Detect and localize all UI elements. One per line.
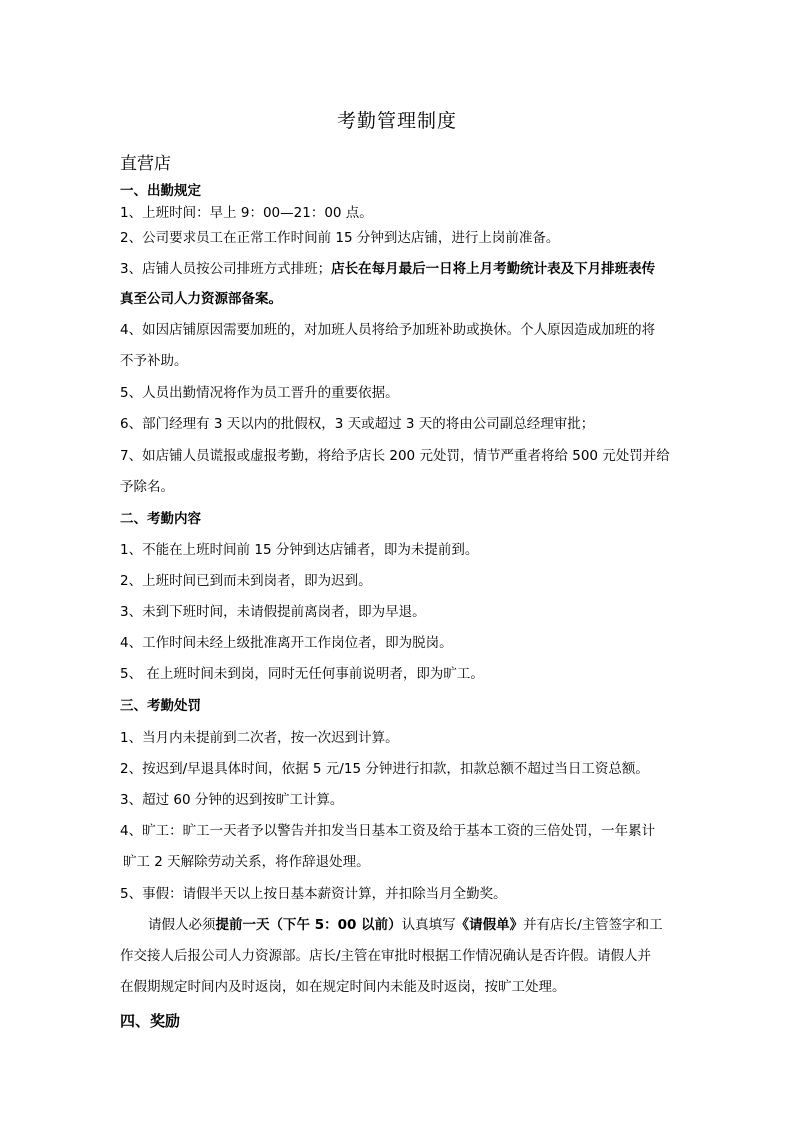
paragraph-line: 1、不能在上班时间前 15 分钟到达店铺者，即为未提前到。 [120, 542, 479, 558]
paragraph-line: 4、工作时间未经上级批准离开工作岗位者，即为脱岗。 [120, 635, 453, 651]
store-heading: 直营店 [120, 154, 171, 174]
paragraph-line: 2、上班时间已到而未到岗者，即为迟到。 [120, 573, 372, 589]
text-run: 认真填写 [401, 917, 456, 933]
paragraph-line: 3、超过 60 分钟的迟到按旷工计算。 [120, 792, 344, 808]
paragraph-line: 5、事假：请假半天以上按日基本薪资计算，并扣除当月全勤奖。 [120, 886, 507, 902]
paragraph-line: 4、如因店铺原因需要加班的，对加班人员将给予加班补助或换休。个人原因造成加班的将 [120, 322, 656, 338]
text-run: 请假人必须 [148, 917, 216, 933]
paragraph-line: 予除名。 [120, 479, 174, 495]
bold-text-run: 提前一天（下午 5：00 以前） [215, 917, 402, 933]
text-run: 3、店铺人员按公司排班方式排班； [120, 261, 332, 277]
paragraph-line [148, 916, 708, 934]
paragraph-line: 6、部门经理有 3 天以内的批假权，3 天或超过 3 天的将由公司副总经理审批； [120, 416, 595, 432]
paragraph-line: 真至公司人力资源部备案。 [120, 291, 282, 307]
paragraph-line: 旷工 2 天解除劳动关系，将作辞退处理。 [123, 854, 370, 870]
paragraph-line: 7、如店铺人员谎报或虚报考勤，将给予店长 200 元处罚，情节严重者将给 500 元处罚并给 [120, 448, 670, 464]
page-title: 考勤管理制度 [336, 110, 457, 132]
paragraph-line: 2、按迟到/早退具体时间，依据 5 元/15 分钟进行扣款，扣款总额不超过当日工资总额。 [120, 761, 649, 777]
paragraph-line: 在假期规定时间内及时返岗，如在规定时间内未能及时返岗，按旷工处理。 [120, 979, 566, 995]
paragraph-line: 5、 在上班时间未到岗，同时无任何事前说明者，即为旷工。 [120, 666, 484, 682]
bold-text-run: 店长在每月最后一日将上月考勤统计表及下月排班表传 [331, 261, 656, 277]
paragraph-line: 3、未到下班时间，未请假提前离岗者，即为早退。 [120, 604, 426, 620]
paragraph-line: 2、公司要求员工在正常工作时间前 15 分钟到达店铺，进行上岗前准备。 [120, 230, 560, 246]
section-heading: 二、考勤内容 [120, 511, 201, 527]
section-heading: 三、考勤处罚 [120, 698, 201, 714]
paragraph-line: 5、人员出勤情况将作为员工晋升的重要依据。 [120, 385, 399, 401]
paragraph-line: 4、旷工：旷工一天者予以警告并扣发当日基本工资及给于基本工资的三倍处罚，一年累计 [120, 823, 656, 839]
text-run: 并有店长/主管签字和工 [523, 917, 663, 933]
paragraph-line: 不予补助。 [120, 353, 188, 369]
section-heading: 四、奖励 [120, 1012, 181, 1030]
bold-text-run: 《请假单》 [455, 917, 524, 933]
paragraph-line: 1、当月内未提前到二次者，按一次迟到计算。 [120, 730, 399, 746]
paragraph-line: 作交接人后报公司人力资源部。店长/主管在审批时根据工作情况确认是否许假。请假人并 [120, 948, 652, 964]
paragraph-line [120, 260, 680, 278]
paragraph-line: 1、上班时间：早上 9：00—21：00 点。 [120, 205, 373, 221]
section-heading: 一、出勤规定 [120, 183, 201, 199]
